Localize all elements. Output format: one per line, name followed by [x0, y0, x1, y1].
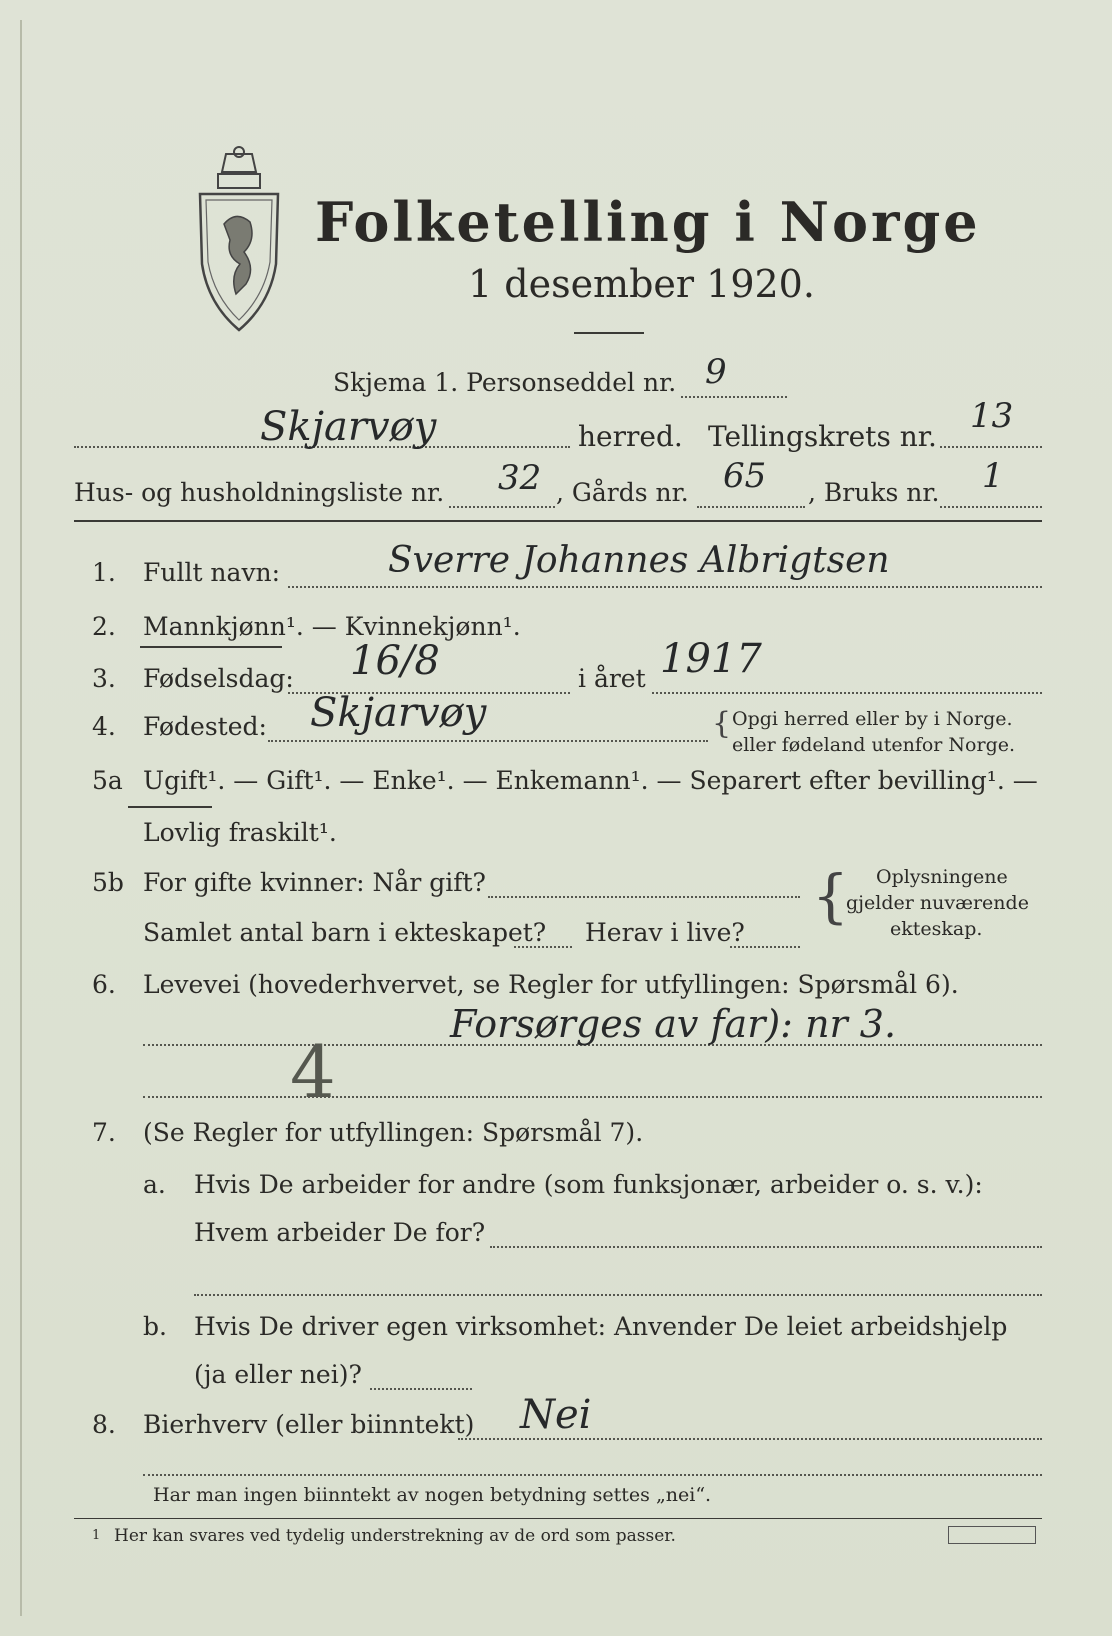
form-title: Folketelling i Norge [315, 190, 981, 254]
q5b-label-3: Herav i live? [585, 918, 745, 947]
q4-value: Skjarvøy [310, 690, 487, 736]
q2-underline-mark [140, 646, 282, 648]
q6-value: Forsørges av far): nr 3. [450, 1002, 897, 1046]
q4-label: Fødested: [143, 712, 267, 741]
herred-label: herred. [578, 420, 683, 453]
q5b-number: 5b [92, 868, 124, 897]
q4-brace: { [712, 706, 732, 741]
gards-value: 65 [723, 456, 767, 496]
q5a-label-2: Lovlig fraskilt¹. [143, 818, 337, 847]
footer-divider [74, 1518, 1042, 1519]
footnote-number: 1 [92, 1528, 101, 1543]
q5a-underline-mark [128, 806, 212, 808]
q5b-note-2: gjelder nuværende [846, 892, 1029, 914]
printer-stamp [948, 1526, 1036, 1544]
q1-value: Sverre Johannes Albrigtsen [388, 540, 890, 581]
q7-label: (Se Regler for utfyllingen: Spørsmål 7). [143, 1118, 644, 1147]
tellingskrets-value: 13 [970, 396, 1014, 436]
coat-of-arms-icon [196, 144, 282, 334]
q7a-label-2: Hvem arbeider De for? [194, 1218, 486, 1247]
q1-line [288, 586, 1042, 588]
q7b-line [370, 1388, 472, 1390]
q7b-number: b. [143, 1312, 167, 1341]
gards-line [697, 506, 805, 508]
hus-line [449, 506, 555, 508]
q5a-label: Ugift¹. — Gift¹. — Enke¹. — Enkemann¹. — Separert efter bevilling¹. — [143, 766, 1038, 795]
q2-label: Mannkjønn¹. — Kvinnekjønn¹. [143, 612, 521, 641]
q7b-label-2: (ja eller nei)? [194, 1360, 362, 1389]
tellingskrets-label: Tellingskrets nr. [708, 420, 937, 453]
q8-value: Nei [520, 1392, 592, 1438]
q5b-line-2 [514, 946, 572, 948]
q4-note-1: Opgi herred eller by i Norge. [732, 708, 1013, 730]
personseddel-nr-value: 9 [705, 352, 727, 392]
title-divider [574, 332, 644, 334]
bruks-label: , Bruks nr. [808, 478, 940, 507]
q7-number: 7. [92, 1118, 116, 1147]
q3-year-label: i året [578, 664, 646, 693]
q5b-note-1: Oplysningene [876, 866, 1008, 888]
q5b-label-2: Samlet antal barn i ekteskapet? [143, 918, 547, 947]
q7a-number: a. [143, 1170, 166, 1199]
q2-number: 2. [92, 612, 116, 641]
q1-number: 1. [92, 558, 116, 587]
header-divider [74, 520, 1042, 522]
q1-label: Fullt navn: [143, 558, 281, 587]
q5b-brace: { [812, 862, 849, 930]
footnote-text: Her kan svares ved tydelig understrekning av de ord som passer. [114, 1526, 676, 1546]
gards-label: , Gårds nr. [556, 478, 689, 507]
q8-line-2 [143, 1474, 1042, 1476]
q7a-line-2 [194, 1294, 1042, 1296]
q5b-line-3 [730, 946, 800, 948]
q5b-line-1 [488, 896, 800, 898]
q6-number: 6. [92, 970, 116, 999]
q3-year-line [652, 692, 1042, 694]
q6-line-2 [143, 1096, 1042, 1098]
q8-number: 8. [92, 1410, 116, 1439]
q8-line-1 [458, 1438, 1042, 1440]
q3-value: 16/8 [350, 638, 440, 684]
q3-label: Fødselsdag: [143, 664, 294, 693]
footer-note: Har man ingen biinntekt av nogen betydning settes „nei“. [153, 1484, 712, 1506]
q8-label: Bierhverv (eller biinntekt) [143, 1410, 475, 1439]
q4-number: 4. [92, 712, 116, 741]
q4-line [268, 740, 708, 742]
q5b-label: For gifte kvinner: Når gift? [143, 868, 486, 897]
skjema-label: Skjema 1. Personseddel nr. [333, 368, 677, 397]
q5a-number: 5a [92, 766, 123, 795]
hus-value: 32 [498, 458, 542, 498]
q6-label: Levevei (hovederhvervet, se Regler for utfyllingen: Spørsmål 6). [143, 970, 959, 999]
q7b-label: Hvis De driver egen virksomhet: Anvender De leiet arbeidshjelp [194, 1312, 1008, 1341]
q3-year-value: 1917 [660, 636, 762, 682]
q5b-note-3: ekteskap. [890, 918, 983, 940]
herred-value: Skjarvøy [260, 404, 437, 450]
q3-number: 3. [92, 664, 116, 693]
bruks-line [940, 506, 1042, 508]
hus-label: Hus- og husholdningsliste nr. [74, 478, 445, 507]
q6-mark: 4 [290, 1030, 336, 1114]
personseddel-nr-line [681, 396, 787, 398]
form-date: 1 desember 1920. [468, 262, 815, 306]
q7a-line-1 [490, 1246, 1042, 1248]
q7a-label: Hvis De arbeider for andre (som funksjonær, arbeider o. s. v.): [194, 1170, 983, 1199]
q4-note-2: eller fødeland utenfor Norge. [732, 734, 1016, 756]
tellingskrets-line [940, 446, 1042, 448]
bruks-value: 1 [982, 456, 1004, 496]
